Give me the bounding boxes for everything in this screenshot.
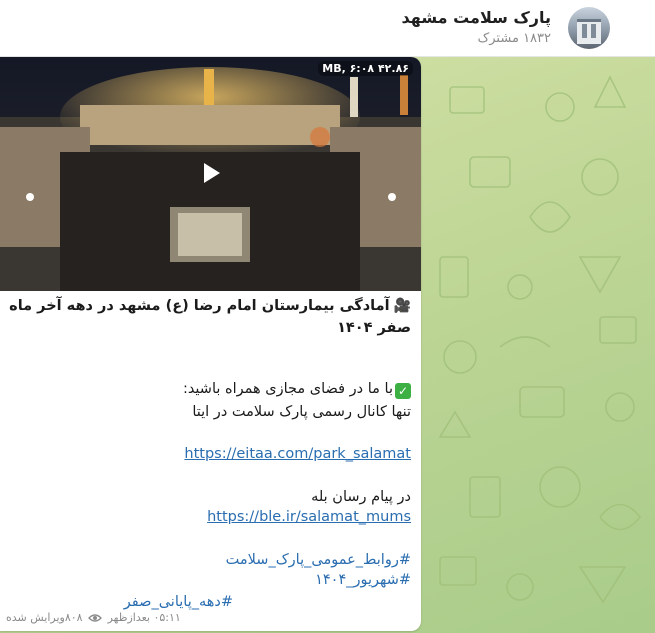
bale-text: در پیام رسان بله <box>311 489 411 505</box>
eye-icon <box>88 613 102 626</box>
channel-title[interactable]: پارک سلامت مشهد <box>401 8 551 27</box>
hashtag-safar[interactable]: #دهه_پایانی_صفر <box>123 594 233 610</box>
video-size-duration: MB, ۶:۰۸ ۴۲.۸۶ <box>318 61 413 76</box>
hashtag-public-relations[interactable]: #روابط_عمومی_پارک_سلامت <box>225 552 411 568</box>
time-label: ۰۵:۱۱ بعدازظهر <box>107 611 181 624</box>
bale-link[interactable]: https://ble.ir/salamat_mums <box>207 509 411 525</box>
post-footer <box>6 611 181 626</box>
post-title-text: آمادگی بیمارستان امام رضا (ع) مشهد در دهه آخر ماه صفر ۱۴۰۴ <box>9 298 411 336</box>
video-thumbnail[interactable] <box>0 57 421 291</box>
hashtag-shahrivar[interactable]: #شهریور_۱۴۰۴ <box>315 572 411 588</box>
subscriber-count: ۱۸۳۲ مشترک <box>477 31 551 46</box>
view-count: ۸۰۸ <box>64 611 83 624</box>
eitaa-link[interactable]: https://eitaa.com/park_salamat <box>184 446 411 462</box>
building-photo-icon <box>577 19 601 44</box>
follow-text: با ما در فضای مجازی همراه باشید: <box>182 381 393 397</box>
play-icon[interactable] <box>194 157 226 189</box>
edited-label: ویرایش شده <box>6 611 65 624</box>
official-channel-text: تنها کانال رسمی پارک سلامت در ایتا <box>192 404 411 420</box>
video-camera-icon: 🎥 <box>393 298 411 314</box>
channel-avatar[interactable] <box>568 7 610 49</box>
follow-line <box>183 379 411 399</box>
channel-header <box>0 0 655 57</box>
channel-post <box>0 57 421 631</box>
post-title <box>6 295 411 339</box>
check-emoji-icon: ✓ <box>395 383 411 399</box>
